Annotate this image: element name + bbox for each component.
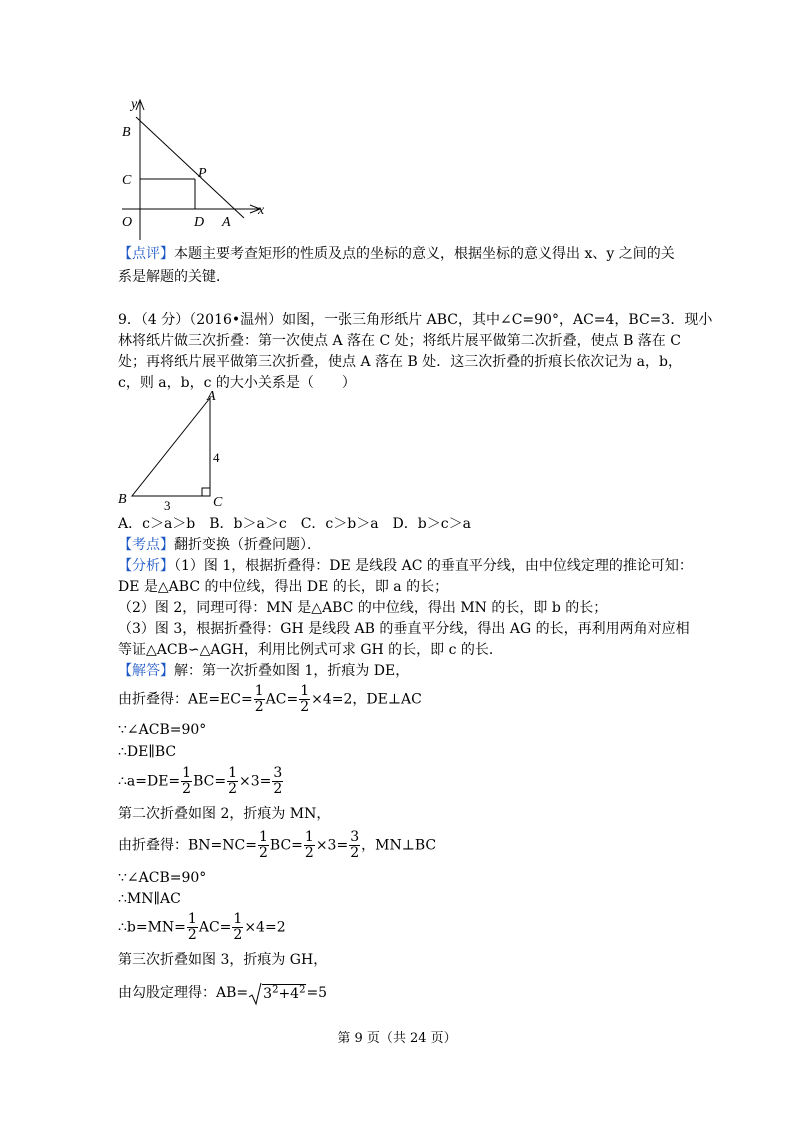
fenxi-tag: 分析 bbox=[132, 558, 160, 574]
fenxi-line-4: （3）图 3，根据折叠得：GH 是线段 AB 的垂直平分线，得出 AG 的长，再利用两角对应相 bbox=[118, 621, 690, 637]
triangle-figure bbox=[114, 386, 234, 514]
label-b: B bbox=[122, 125, 131, 140]
fraction-half: $\frac{1}{2}$ bbox=[254, 683, 264, 715]
equation-1: 由折叠得：AE=EC= $\frac{1}{2}$ AC= $\frac{1}{2}$ ×4=2，DE⊥AC bbox=[118, 683, 422, 715]
therefore-line-1: ∴DE∥BC bbox=[118, 744, 177, 760]
equation-3: 由折叠得：BN=NC= $\frac{1}{2}$ BC= $\frac{1}{2}$ ×3= $\frac{3}{2}$ ，MN⊥BC bbox=[118, 829, 437, 861]
review-line-1: 【点评】本题主要考查矩形的性质及点的坐标的意义，根据坐标的意义得出 x、y 之间的关 bbox=[118, 246, 675, 262]
label-y: y bbox=[131, 97, 138, 112]
radical-sign-icon bbox=[248, 982, 262, 1006]
fraction-half: $\frac{1}{2}$ bbox=[182, 765, 192, 797]
fraction-three-halves: $\frac{3}{2}$ bbox=[350, 829, 360, 861]
equation-5: 由勾股定理得：$AB= 3^2+4^2=5$ bbox=[118, 980, 327, 1006]
coordinate-figure bbox=[110, 92, 285, 242]
kaodian-tag: 考点 bbox=[132, 537, 160, 553]
since-line-2: ∵∠ACB=90° bbox=[118, 870, 207, 886]
question-line-1: 9．（4 分）（2016•温州）如图，一张三角形纸片 ABC，其中∠C=90°，AC=4，BC=3．现小 bbox=[118, 312, 713, 328]
fraction-half: $\frac{1}{2}$ bbox=[228, 765, 238, 797]
label-d: D bbox=[194, 215, 205, 230]
label-c: C bbox=[213, 495, 223, 510]
jieda-tag: 解答 bbox=[132, 663, 160, 679]
side-bc-length: 3 bbox=[164, 498, 171, 513]
page-footer: 第 9 页（共 24 页） bbox=[337, 1031, 457, 1046]
review-line-2: 系是解题的关键． bbox=[118, 269, 230, 285]
third-fold-line: 第三次折叠如图 3，折痕为 GH， bbox=[118, 952, 328, 968]
label-x: x bbox=[258, 203, 265, 218]
side-ac-length: 4 bbox=[213, 450, 220, 465]
fraction-half: $\frac{1}{2}$ bbox=[300, 683, 310, 715]
equation-2: ∴a=DE= $\frac{1}{2}$ BC= $\frac{1}{2}$ ×3= $\frac{3}{2}$ bbox=[118, 765, 283, 797]
right-angle-mark bbox=[202, 488, 210, 496]
fraction-half: $\frac{1}{2}$ bbox=[304, 829, 314, 861]
label-c: C bbox=[122, 173, 132, 188]
label-b: B bbox=[118, 492, 127, 507]
fraction-half: $\frac{1}{2}$ bbox=[233, 911, 243, 943]
fraction-half: $\frac{1}{2}$ bbox=[258, 829, 268, 861]
triangle-abc bbox=[132, 398, 210, 496]
question-line-4: c，则 a，b，c 的大小关系是（ ） bbox=[118, 375, 356, 391]
square-root: $3^2+4^2$ bbox=[248, 980, 306, 1006]
answer-options: A．c＞a＞b B．b＞a＞c C．c＞b＞a D．b＞c＞a bbox=[118, 516, 471, 532]
equation-4: ∴b=MN= $\frac{1}{2}$ AC= $\frac{1}{2}$ ×4=2 bbox=[118, 911, 286, 943]
line-ab bbox=[136, 117, 244, 218]
label-p: P bbox=[198, 166, 207, 181]
label-a: A bbox=[222, 215, 231, 230]
review-tag: 点评 bbox=[132, 246, 160, 262]
label-o: O bbox=[122, 215, 133, 230]
fenxi-line-2: DE 是△ABC 的中位线，得出 DE 的长，即 a 的长； bbox=[118, 579, 449, 595]
fraction-three-halves: $\frac{3}{2}$ bbox=[273, 765, 283, 797]
jieda-line-1: 【解答】解：第一次折叠如图 1，折痕为 DE， bbox=[118, 663, 410, 679]
label-a: A bbox=[207, 389, 216, 404]
fenxi-line-1: 【分析】（1）图 1，根据折叠得：DE 是线段 AC 的垂直平分线，由中位线定理的推论可知： bbox=[118, 558, 693, 574]
fraction-half: $\frac{1}{2}$ bbox=[187, 911, 197, 943]
second-fold-line: 第二次折叠如图 2，折痕为 MN， bbox=[118, 806, 331, 822]
therefore-line-2: ∴MN∥AC bbox=[118, 891, 181, 907]
kaodian-line: 【考点】翻折变换（折叠问题）． bbox=[118, 537, 321, 553]
fenxi-line-5: 等证△ACB∽△AGH，利用比例式可求 GH 的长，即 c 的长． bbox=[118, 642, 503, 658]
question-line-3: 处；再将纸片展平做第三次折叠，使点 A 落在 B 处．这三次折叠的折痕长依次记为 a，b， bbox=[118, 354, 682, 370]
fenxi-line-3: （2）图 2，同理可得：MN 是△ABC 的中位线，得出 MN 的长，即 b 的长； bbox=[118, 600, 608, 616]
question-line-2: 林将纸片做三次折叠：第一次使点 A 落在 C 处；将纸片展平做第二次折叠，使点 B 落在 C bbox=[118, 333, 681, 349]
since-line-1: ∵∠ACB=90° bbox=[118, 722, 207, 738]
